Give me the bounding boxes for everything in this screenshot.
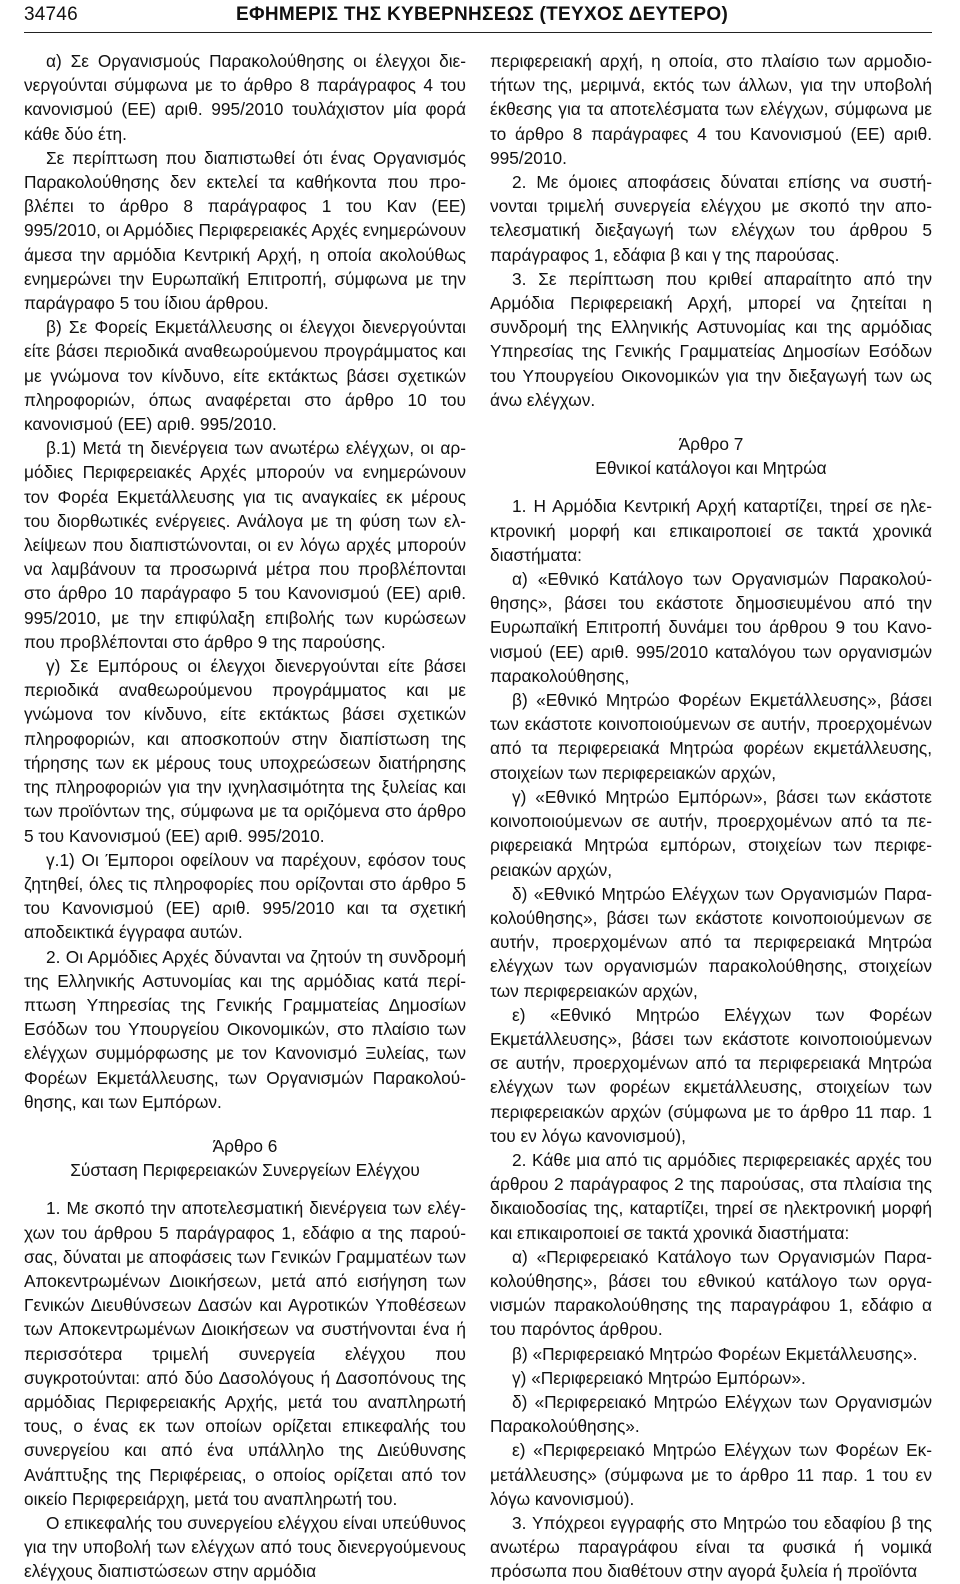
article-7-title: Εθνικοί κατάλογοι και Μητρώα — [595, 458, 827, 479]
paragraph: β) «Περιφερειακό Μητρώο Φορέων Εκμετάλλευσης». — [512, 1343, 918, 1364]
paragraph: α) «Περιφερειακό Κατάλογο των Οργανισμών Παρακολούθησης», βάσει του εθνικού κατάλογο των οργανισμών παρακολούθησης της παραγράφου 1, εδάφιο α του παρόντος άρθρου. — [490, 1246, 932, 1340]
page-header — [24, 0, 932, 33]
paragraph: Σε περίπτωση που διαπιστωθεί ότι ένας Οργανισμός Παρακολούθησης δεν εκτελεί τα καθήκοντα που προβλέπει το άρθρο 8 παράγραφος 1 του Καν (ΕΕ) 995/2010, οι Αρμόδιες Περιφερειακές Αρχές ενημερώνουν άμεσα την αρμόδια Κεντρική Αρχή, η οποία ακολούθως ενημερώνει την Ευρωπαϊκή Επιτροπή, σύμφωνα με την παράγραφο 5 του ίδιου άρθρου. — [24, 147, 466, 314]
paragraph: 2. Με όμοιες αποφάσεις δύναται επίσης να συστήνονται τριμελή συνεργεία ελέγχου με σκοπό την αποτελεσματική διεξαγωγή των ελέγχων του άρθρου 5 παράγραφος 1, εδάφια β και γ της παρούσας. — [490, 172, 932, 265]
gazette-title: ΕΦΗΜΕΡΙΣ ΤΗΣ ΚΥΒΕΡΝΗΣΕΩΣ (ΤΕΥΧΟΣ ΔΕΥΤΕΡΟ) — [236, 4, 729, 25]
right-column — [490, 49, 932, 1584]
paragraph: β) Σε Φορείς Εκμετάλλευσης οι έλεγχοι διενεργούνται είτε βάσει περιοδικά αναθεωρούμενου προγράμματος και με γνώμονα τον κίνδυνο, είτε εκτάκτως βάσει σχετικών πληροφοριών, όπως αναφέρεται στο άρθρο 10 του κανονισμού (ΕΕ) αριθ. 995/2010. — [24, 317, 466, 435]
paragraph: γ.1) Οι Έμποροι οφείλουν να παρέχουν, εφόσον τους ζητηθεί, όλες τις πληροφορίες που ορίζονται στο άρθρο 5 του Κανονισμού (ΕΕ) αριθ. 995/2010 και τα σχετική αποδεικτικά έγγραφα αυτών. — [24, 849, 466, 943]
paragraph: β.1) Μετά τη διενέργεια των ανωτέρω ελέγχων, οι αρμόδιες Περιφερειακές Αρχές μπορούν να ενημερώνουν τον Φορέα Εκμετάλλευσης για τις αναγκαίες εκ μέρους του διορθωτικές ενέργειες. Ανάλογα με τη φύση των ελλείψεων που διαπιστώνονται, οι εν λόγω αρχές μπορούν να λαμβάνουν τα προσωρινά μέτρα που προβλέπονται στο άρθρο 10 παράγραφο 5 του Κανονισμού (ΕΕ) αριθ. 995/2010, με την επιφύλαξη επιβολής των κυρώσεων που προβλέπονται στο άρθρο 9 της παρούσης. — [24, 438, 466, 652]
paragraph: 3. Σε περίπτωση που κριθεί απαραίτητο από την Αρμόδια Περιφερειακή Αρχή, μπορεί να ζητείται η συνδρομή της Ελληνικής Αστυνομίας και της αρμόδιας Υπηρεσίας της Γενικής Γραμματείας Δημοσίων Εσόδων του Υπουργείου Οικονομικών για την διεξαγωγή των ως άνω ελέγχων. — [490, 268, 932, 410]
paragraph: 1. Η Αρμόδια Κεντρική Αρχή καταρτίζει, τηρεί σε ηλεκτρονική μορφή και επικαιροποιεί σε τακτά χρονικά διαστήματα: — [490, 496, 932, 565]
paragraph: δ) «Περιφερειακό Μητρώο Ελέγχων των Οργανισμών Παρακολούθησης». — [490, 1391, 932, 1437]
paragraph: γ) «Εθνικό Μητρώο Εμπόρων», βάσει των εκάστοτε κοινοποιούμενων σε αυτήν, προερχομένων από τα περιφερειακά Μητρώα εμπόρων, στοιχείων των περιφερειακών αρχών, — [490, 786, 932, 880]
paragraph: ε) «Εθνικό Μητρώο Ελέγχων των Φορέων Εκμετάλλευσης», βάσει των εκάστοτε κοινοποιούμενων σε αυτήν, προερχομένων από τα περιφερειακά Μητρώα ελέγχων των φορέων εκμετάλλευσης, στοιχείων των περιφερειακών αρχών (σύμφωνα με το άρθρο 11 παρ. 1 του εν λόγω κανονισμού), — [490, 1004, 932, 1146]
article-6-number: Άρθρο 6 — [212, 1135, 278, 1156]
paragraph: 1. Με σκοπό την αποτελεσματική διενέργεια των ελέγχων του άρθρου 5 παράγραφος 1, εδάφιο α της παρούσας, δύναται με αποφάσεις των Γενικών Γραμματέων των Αποκεντρωμένων Διοικήσεων, μετά από εισήγηση των Γενικών Διευθύνσεων Δασών και Αγροτικών Υποθέσεων των Αποκεντρωμένων Διοικήσεων να συστήνονται ένα ή περισσότερα τριμελή συνεργεία ελέγχου που συγκροτούνται: από δύο Δασολόγους ή Δασοπόνους της αρμόδιας Περιφερειακής Αρχής, μετά του αναπληρωτή τους, ο ένας εκ των οποίων ορίζεται επικεφαλής του συνεργείου και από ένα υπάλληλο της Διεύθυνσης Ανάπτυξης της Περιφέρειας, ο οποίος ορίζεται από τον οικείο Περιφερειάρχη, μετά του αναπληρωτή του. — [24, 1198, 466, 1509]
paragraph: 3. Υπόχρεοι εγγραφής στο Μητρώο του εδαφίου β της ανωτέρω παραγράφου είναι τα φυσικά ή νομικά πρόσωπα που διαθέτουν στην αγορά ξυλεία ή προϊόντα — [490, 1512, 932, 1582]
page-number: 34746 — [24, 4, 78, 25]
paragraph: 2. Οι Αρμόδιες Αρχές δύνανται να ζητούν τη συνδρομή της Ελληνικής Αστυνομίας και της αρμόδιας κατά περίπτωση Υπηρεσίας της Γενικής Γραμματείας Δημοσίων Εσόδων του Υπουργείου Οικονομικών, στο πλαίσιο των ελέγχων συμμόρφωσης με τον Κανονισμό Ξυλείας, των Φορέων Εκμετάλλευσης, των Οργανισμών Παρακολούθησης, και των Εμπόρων. — [24, 946, 466, 1112]
paragraph: ε) «Περιφερειακό Μητρώο Ελέγχων των Φορέων Εκμετάλλευσης» (σύμφωνα με το άρθρο 11 παρ. 1 του εν λόγω κανονισμού). — [490, 1440, 932, 1509]
paragraph: α) «Εθνικό Κατάλογο των Οργανισμών Παρακολούθησης», βάσει του εκάστοτε δημοσιευμένου από την Ευρωπαϊκή Επιτροπή δυνάμει του άρθρου 9 του Κανονισμού (ΕΕ) αριθ. 995/2010 καταλόγου των οργανισμών παρακολούθησης, — [490, 569, 932, 686]
text-columns — [24, 49, 932, 1584]
paragraph: α) Σε Οργανισμούς Παρακολούθησης οι έλεγχοι διενεργούνται σύμφωνα με το άρθρο 8 παράγραφος 4 του κανονισμού (ΕΕ) αριθ. 995/2010 τουλάχιστον μία φορά κάθε δύο έτη. — [24, 51, 466, 144]
left-column — [24, 49, 466, 1584]
article-6-title: Σύσταση Περιφερειακών Συνεργείων Ελέγχου — [70, 1160, 420, 1181]
paragraph: γ) Σε Εμπόρους οι έλεγχοι διενεργούνται είτε βάσει περιοδικά αναθεωρούμενου προγράμματος και με γνώμονα τον κίνδυνο, είτε εκτάκτως βάσει σχετικών πληροφοριών, και αποσκοπούν στην διαπίστωση της τήρησης των εκ μέρους τους υποχρεώσεων διατήρησης της πληροφοριών για την ιχνηλασιμότητα της ξυλείας και των προϊόντων της, σύμφωνα με τα οριζόμενα στο άρθρο 5 του Κανονισμού (ΕΕ) αριθ. 995/2010. — [24, 656, 466, 846]
paragraph: β) «Εθνικό Μητρώο Φορέων Εκμετάλλευσης», βάσει των εκάστοτε κοινοποιούμενων σε αυτήν, προερχομένων από τα περιφερειακά Μητρώα φορέων εκμετάλλευσης, στοιχείων των περιφερειακών αρχών, — [490, 690, 932, 783]
paragraph: περιφερειακή αρχή, η οποία, στο πλαίσιο των αρμοδιοτήτων της, μεριμνά, εκτός των άλλων, για την υποβολή έκθεσης για τα αποτελέσματα των ελέγχων, σύμφωνα με το άρθρο 8 παράγραφες 4 του Κανονισμού (ΕΕ) αριθ. 995/2010. — [490, 51, 932, 168]
paragraph: γ) «Περιφερειακό Μητρώο Εμπόρων». — [512, 1367, 806, 1388]
article-7-number: Άρθρο 7 — [678, 434, 744, 455]
paragraph: δ) «Εθνικό Μητρώο Ελέγχων των Οργανισμών Παρακολούθησης», βάσει των εκάστοτε κοινοποιούμενων σε αυτήν, προερχομένων από τα περιφερειακά Μητρώα ελέγχων των οργανισμών παρακολούθησης, στοιχείων των περιφερειακών αρχών, — [490, 883, 932, 1001]
paragraph: Ο επικεφαλής του συνεργείου ελέγχου είναι υπεύθυνος για την υποβολή των ελέγχων από τους διενεργούμενους ελέγχους διαπιστώσεων στην αρμόδια — [24, 1512, 466, 1582]
paragraph: 2. Κάθε μια από τις αρμόδιες περιφερειακές αρχές του άρθρου 2 παράγραφος 2 της παρούσας, στα πλαίσια της δικαιοδοσίας της, καταρτίζει, τηρεί σε ηλεκτρονική μορφή και επικαιροποιεί σε τακτά χρονικά διαστήματα: — [490, 1149, 932, 1243]
